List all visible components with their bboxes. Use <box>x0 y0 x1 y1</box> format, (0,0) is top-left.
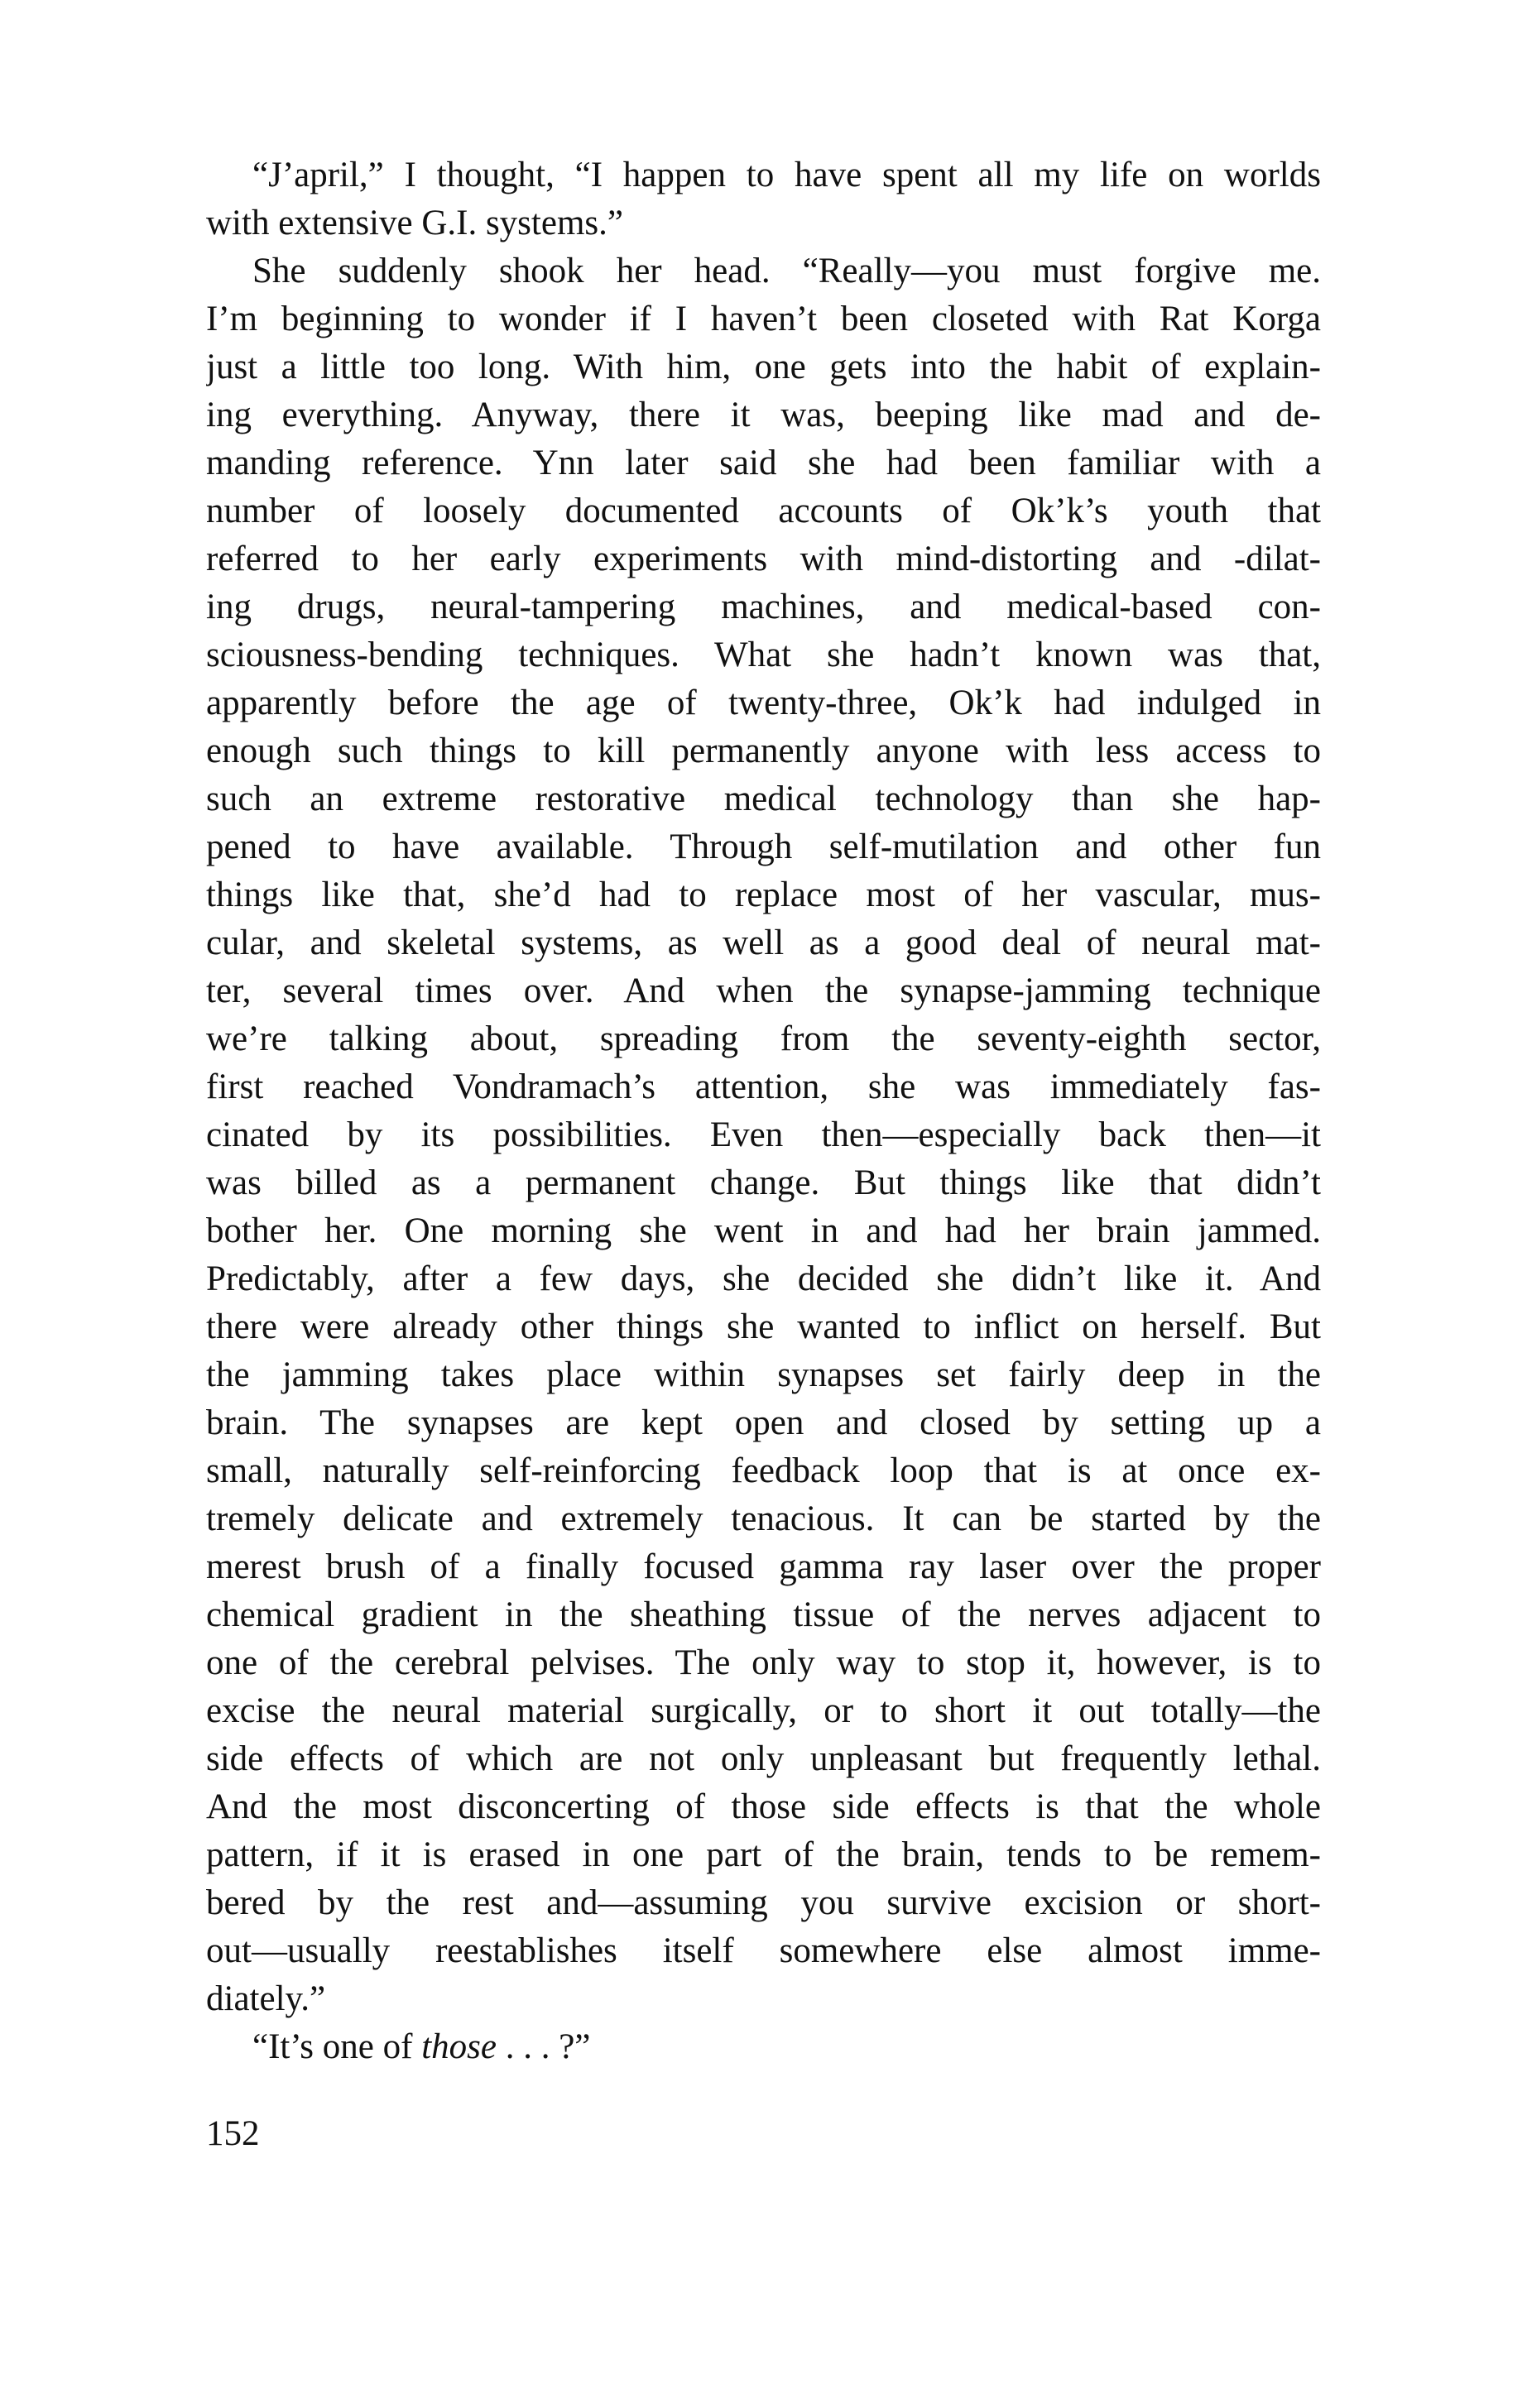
text-line: manding reference. Ynn later said she had been familiar with a <box>206 444 1321 482</box>
text-line: we’re talking about, spreading from the seventy-eighth sector, <box>206 1019 1321 1058</box>
text-line: out—usually reestablishes itself somewhere else almost imme- <box>206 1931 1321 1970</box>
text-line: ter, several times over. And when the synapse-jamming technique <box>206 971 1321 1010</box>
text-line: I’m beginning to wonder if I haven’t been closeted with Rat Korga <box>206 300 1321 338</box>
page-number: 152 <box>206 2114 260 2153</box>
text-line: side effects of which are not only unpleasant but frequently lethal. <box>206 1739 1321 1778</box>
final-line-before: “It’s one of <box>252 2027 422 2066</box>
text-line: cular, and skeletal systems, as well as a good deal of neural mat- <box>206 923 1321 962</box>
text-line: pattern, if it is erased in one part of the brain, tends to be remem- <box>206 1835 1321 1874</box>
text-line: She suddenly shook her head. “Really—you must forgive me. <box>252 252 1321 290</box>
text-line: the jamming takes place within synapses set fairly deep in the <box>206 1355 1321 1394</box>
text-line: “J’april,” I thought, “I happen to have spent all my life on worlds <box>252 156 1321 194</box>
text-line-final <box>206 2023 1321 2071</box>
text-line: such an extreme restorative medical technology than she hap- <box>206 779 1321 818</box>
text-line: pened to have available. Through self-mutilation and other fun <box>206 827 1321 866</box>
text-line: things like that, she’d had to replace most of her vascular, mus- <box>206 875 1321 914</box>
text-line: Predictably, after a few days, she decided she didn’t like it. And <box>206 1259 1321 1298</box>
text-line: one of the cerebral pelvises. The only way to stop it, however, is to <box>206 1643 1321 1682</box>
text-line: with extensive G.I. systems.” <box>206 204 623 242</box>
text-line: number of loosely documented accounts of Ok’k’s youth that <box>206 492 1321 530</box>
text-line: apparently before the age of twenty-three, Ok’k had indulged in <box>206 684 1321 722</box>
text-line: just a little too long. With him, one gets into the habit of explain- <box>206 348 1321 386</box>
text-line: diately.” <box>206 1979 326 2018</box>
text-line: there were already other things she wanted to inflict on herself. But <box>206 1307 1321 1346</box>
text-line: merest brush of a finally focused gamma ray laser over the proper <box>206 1547 1321 1586</box>
text-line: was billed as a permanent change. But things like that didn’t <box>206 1163 1321 1202</box>
final-line-italic: those <box>421 2027 497 2066</box>
text-line: And the most disconcerting of those side effects is that the whole <box>206 1787 1321 1826</box>
text-line: first reached Vondramach’s attention, she was immediately fas- <box>206 1067 1321 1106</box>
text-line: small, naturally self-reinforcing feedback loop that is at once ex- <box>206 1451 1321 1490</box>
text-line: bother her. One morning she went in and had her brain jammed. <box>206 1211 1321 1250</box>
text-line: excise the neural material surgically, or to short it out totally—the <box>206 1691 1321 1730</box>
text-line: sciousness-bending techniques. What she hadn’t known was that, <box>206 636 1321 674</box>
text-line: ing drugs, neural-tampering machines, and medical-based con- <box>206 588 1321 626</box>
text-line: bered by the rest and—assuming you survive excision or short- <box>206 1883 1321 1922</box>
page-body-text <box>206 151 1321 2071</box>
text-line: referred to her early experiments with mind-distorting and -dilat- <box>206 540 1321 578</box>
text-line: chemical gradient in the sheathing tissue of the nerves adjacent to <box>206 1595 1321 1634</box>
text-line: cinated by its possibilities. Even then—especially back then—it <box>206 1115 1321 1154</box>
text-line: ing everything. Anyway, there it was, beeping like mad and de- <box>206 396 1321 434</box>
text-line: tremely delicate and extremely tenacious. It can be started by the <box>206 1499 1321 1538</box>
text-line: brain. The synapses are kept open and closed by setting up a <box>206 1403 1321 1442</box>
final-line-after: . . . ?” <box>496 2027 591 2066</box>
text-line: enough such things to kill permanently anyone with less access to <box>206 732 1321 770</box>
